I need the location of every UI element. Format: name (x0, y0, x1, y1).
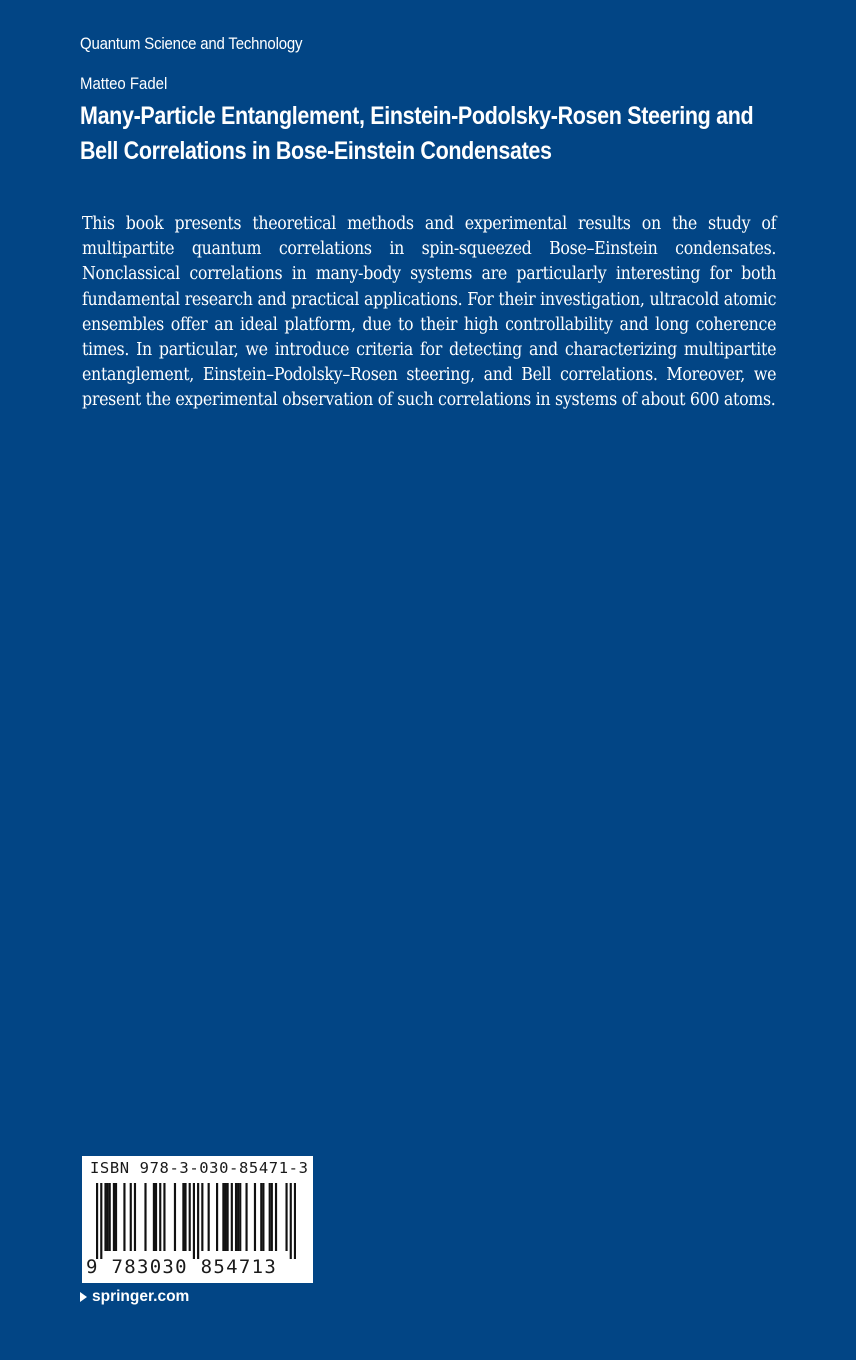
barcode-bar (290, 1183, 292, 1259)
barcode-bar (208, 1183, 210, 1251)
barcode-bar (115, 1183, 117, 1251)
barcode-bar (193, 1183, 195, 1259)
barcode-bar (144, 1183, 146, 1251)
barcode-bar (254, 1183, 256, 1251)
barcode-bar (96, 1183, 98, 1259)
barcode-bar (184, 1183, 186, 1251)
book-title-line-1: Many-Particle Entanglement, Einstein-Podolsky-Rosen Steering and (80, 102, 754, 130)
barcode-bar (134, 1183, 136, 1251)
barcode-bar (235, 1183, 237, 1251)
barcode-bar (294, 1183, 296, 1259)
barcode-bar (197, 1183, 199, 1259)
barcode-bars-icon (96, 1183, 296, 1259)
barcode-bar (123, 1183, 125, 1251)
publisher-website-text: springer.com (92, 1288, 190, 1305)
arrow-right-icon (80, 1292, 87, 1302)
barcode-bar (285, 1183, 287, 1251)
barcode-bar (130, 1183, 132, 1251)
barcode-bar (109, 1183, 111, 1251)
barcode-bar (269, 1183, 271, 1251)
barcode-bar (189, 1183, 191, 1251)
barcode-bar (113, 1183, 115, 1251)
barcode-bar (201, 1183, 203, 1251)
barcode-bar (216, 1183, 218, 1251)
barcode-bar (100, 1183, 102, 1259)
book-title-line-2: Bell Correlations in Bose-Einstein Condensates (80, 137, 552, 165)
author-name: Matteo Fadel (80, 74, 168, 93)
barcode-bar (231, 1183, 233, 1251)
barcode-bar (159, 1183, 161, 1251)
book-description-text: This book presents theoretical methods and experimental results on the study of multipartite quantum correlations in spin-squeezed Bose–Einstein condensates. Nonclassical correlations in many-body systems are particularly interesting for both fundamental research and practical applications. For their investigation, ultracold atomic ensembles offer an ideal platform, due to their high controllability and long coherence times. In particular, we introduce criteria for detecting and characterizing multipartite entanglement, Einstein–Podolsky–Rosen steering, and Bell correlations. Moreover, we present the experimental observation of such correlations in systems of about 600 atoms. (82, 214, 777, 411)
barcode-bar (182, 1183, 184, 1251)
barcode-bar (260, 1183, 262, 1251)
barcode-bar (104, 1183, 106, 1251)
barcode-bar (239, 1183, 241, 1251)
barcode-bar (271, 1183, 273, 1251)
barcode-digits: 9 783030 854713 (86, 1256, 278, 1278)
barcode-bar (155, 1183, 157, 1251)
publisher-website-link[interactable] (80, 1288, 189, 1306)
barcode-bar (227, 1183, 229, 1251)
barcode-bar (174, 1183, 176, 1251)
barcode-bar (245, 1183, 247, 1251)
barcode-bar (262, 1183, 264, 1251)
barcode-bar (153, 1183, 155, 1251)
series-name: Quantum Science and Technology (80, 34, 303, 53)
barcode-bar (224, 1183, 226, 1251)
barcode-bar (237, 1183, 239, 1251)
barcode-bar (163, 1183, 165, 1251)
barcode-bar (107, 1183, 109, 1251)
barcode-bar (275, 1183, 277, 1251)
isbn-label: ISBN 978-3-030-85471-3 (90, 1159, 309, 1177)
isbn-barcode (82, 1156, 313, 1283)
book-title (80, 99, 754, 169)
barcode-bar (222, 1183, 224, 1251)
book-description (82, 212, 776, 414)
